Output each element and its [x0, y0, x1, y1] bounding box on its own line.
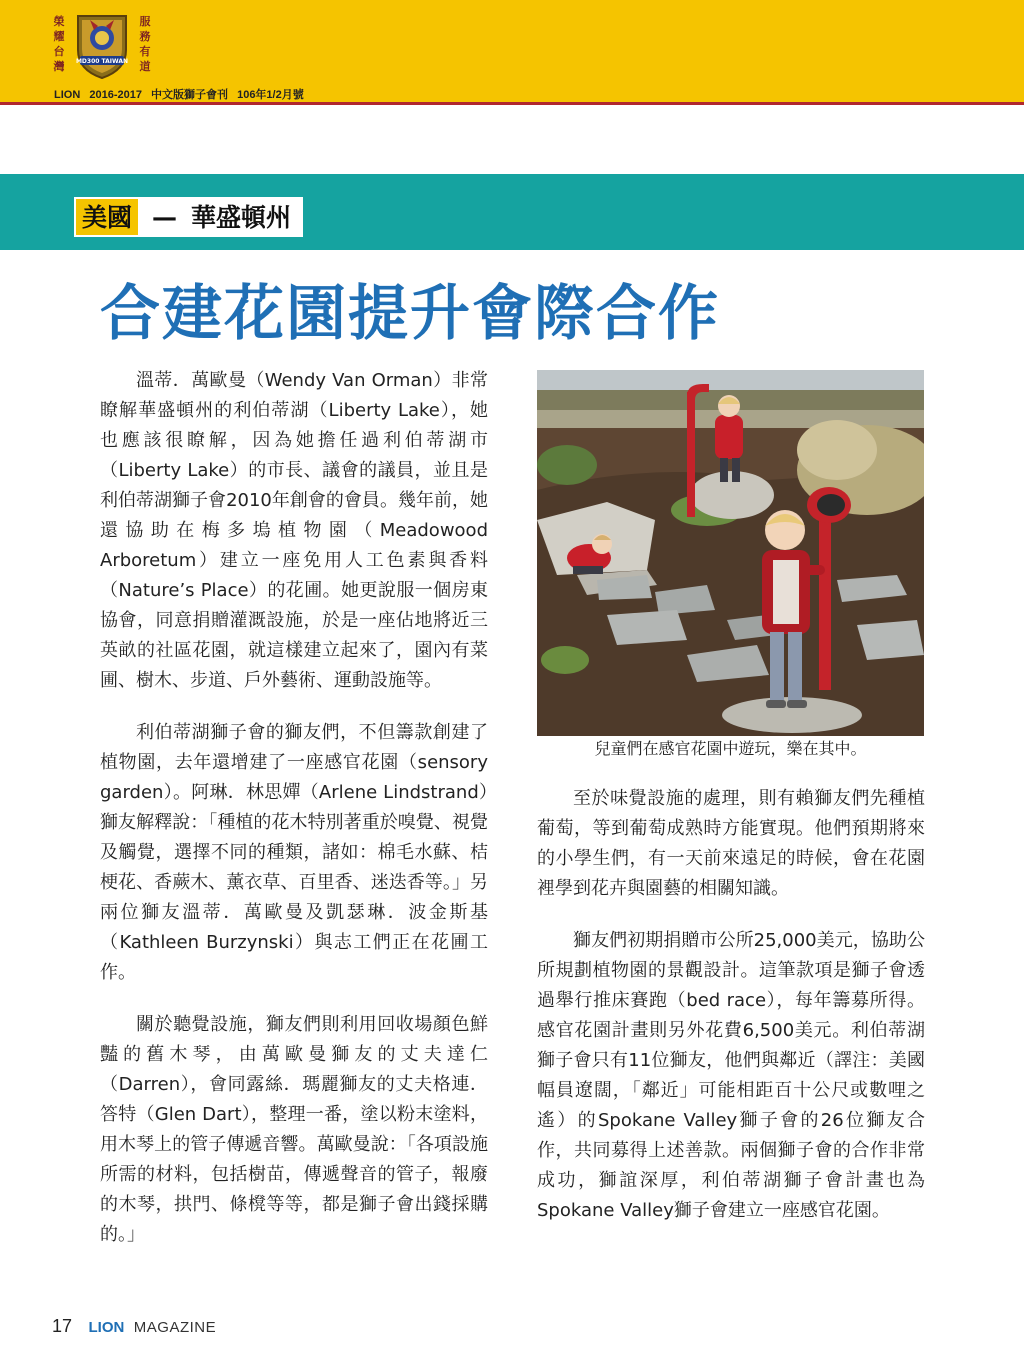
motto-char: 灣 [53, 60, 65, 73]
garden-photo-illustration [537, 370, 924, 736]
region-label [74, 197, 303, 237]
motto-char: 台 [53, 45, 65, 58]
photo-caption: 兒童們在感官花園中遊玩，樂在其中。 [594, 739, 867, 758]
lions-crest-logo [72, 10, 132, 80]
issue-info [54, 86, 310, 102]
article-paragraph: 溫蒂．萬歐曼（Wendy Van Orman）非常瞭解華盛頓州的利伯蒂湖（Liberty Lake），她也應該很瞭解，因為她擔任過利伯蒂湖市（Liberty Lake）的市長、議會的議員，並且是利伯蒂湖獅子會2010年創會的會員。幾年前，她還協助在梅多塢植物園（Meadowood Arboretum）建立一座免用人工色素與香料（Nature’s Place）的花圃。她更說服一個房東協會，同意捐贈灌溉設施，於是一座佔地將近三英畝的社區花園，就這樣建立起來了，園內有菜圃、樹木、步道、戶外藝術、運動設施等。 [100, 370, 488, 691]
motto-char: 榮 [53, 15, 65, 28]
article-column-left [100, 366, 488, 1272]
issue-publication: 中文版獅子會刊 [151, 89, 229, 101]
header-motto-left [50, 14, 68, 74]
article-paragraph: 關於聽覺設施，獅友們則利用回收場顏色鮮豔的舊木琴，由萬歐曼獅友的丈夫達仁（Darren），會同露絲．瑪麗獅友的丈夫格連．答特（Glen Dart），整理一番，塗以粉末塗料，用木琴上的管子傳遞音響。萬歐曼說：「各項設施所需的材料，包括樹苗，傳遞聲音的管子，報廢的木琴，拱門、條櫈等等，都是獅子會出錢採購的。」 [100, 1014, 488, 1245]
region-country: 美國 [76, 199, 138, 235]
region-state: 華盛頓州 [183, 199, 301, 235]
footer-magazine: MAGAZINE [133, 1319, 217, 1336]
motto-char: 務 [139, 30, 151, 43]
article-paragraph: 獅友們初期捐贈市公所25,000美元，協助公所規劃植物園的景觀設計。這筆款項是獅子會透過舉行推床賽跑（bed race），每年籌募所得。感官花園計畫則另外花費6,500美元。利伯蒂湖獅子會只有11位獅友，他們與鄰近（譯注：美國幅員遼闊，「鄰近」可能相距百十公尺或數哩之遙）的Spokane Valley獅子會的26位獅友合作，共同募得上述善款。兩個獅子會的合作非常成功，獅誼深厚，利伯蒂湖獅子會計畫也為Spokane Valley獅子會建立一座感官花園。 [537, 930, 925, 1221]
article-column-right [537, 784, 925, 1248]
article-title: 合建花園提升會際合作 [100, 279, 720, 349]
header-rule [0, 102, 1024, 105]
crest-banner-text: MD300 TAIWAN [75, 58, 129, 65]
page-number: 17 [52, 1316, 73, 1336]
header-motto-right [136, 14, 154, 74]
motto-char: 道 [139, 60, 151, 73]
article-paragraph: 至於味覺設施的處理，則有賴獅友們先種植葡萄，等到葡萄成熟時方能實現。他們預期將來的小學生們，有一天前來遠足的時候，會在花園裡學到花卉與園藝的相關知識。 [537, 788, 925, 899]
motto-char: 有 [139, 45, 151, 58]
region-separator: — [138, 199, 183, 235]
motto-char: 服 [139, 15, 151, 28]
page-footer [52, 1316, 216, 1337]
article-paragraph: 利伯蒂湖獅子會的獅友們，不但籌款創建了植物園，去年還增建了一座感官花園（sensory garden）。阿琳．林思嬋（Arlene Lindstrand）獅友解釋說：「種植的花木特別著重於嗅覺、視覺及觸覺，選擇不同的種類，諸如：棉毛水蘇、桔梗花、香蕨木、薰衣草、百里香、迷迭香等。」另兩位獅友溫蒂．萬歐曼及凱瑟琳．波金斯基（Kathleen Burzynski）與志工們正在花圃工作。 [100, 722, 488, 983]
motto-char: 耀 [53, 30, 65, 43]
issue-date: 106年1/2月號 [237, 89, 304, 101]
footer-brand: LION [88, 1319, 125, 1336]
article-photo [537, 370, 924, 736]
issue-brand: LION [54, 89, 81, 101]
issue-years: 2016-2017 [89, 89, 142, 101]
